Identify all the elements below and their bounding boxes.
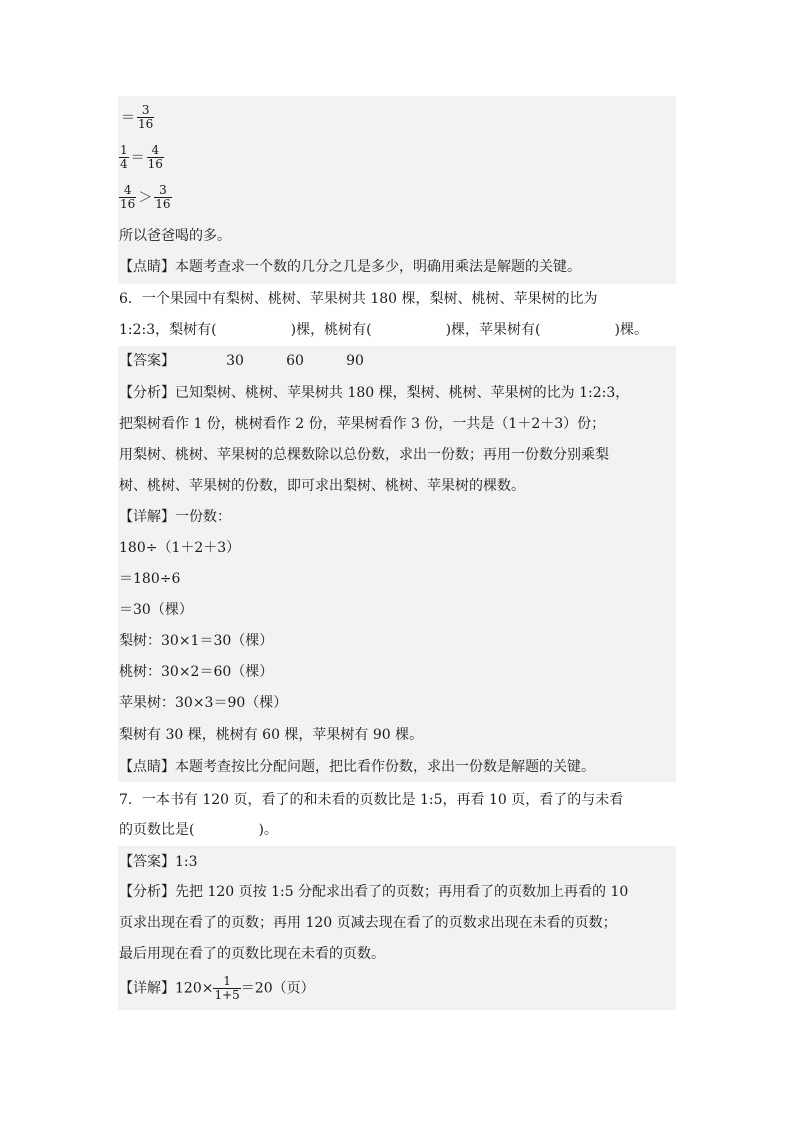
q6-detail-4: ＝30（棵） bbox=[119, 602, 193, 618]
q7-analysis-2: 页求出现在看了的页数；再用 120 页减去现在看了的页数求出现在未看的页数； bbox=[119, 915, 617, 931]
fraction: $\frac{4}{16}$ bbox=[120, 183, 136, 211]
q7-detail: 【详解】120× $\frac{1}{1+5}$ ＝20（页） bbox=[119, 974, 315, 1002]
comment-text: 【点睛】本题考查求一个数的几分之几是多少，明确用乘法是解题的关键。 bbox=[119, 259, 581, 275]
conclusion-text: 所以爸爸喝的多。 bbox=[119, 228, 231, 244]
solution-band-q6 bbox=[118, 346, 676, 782]
q6-analysis-1: 【分析】已知梨树、桃树、苹果树共 180 棵，梨树、桃树、苹果树的比为 1:2:3， bbox=[119, 385, 630, 401]
q6-analysis-4: 树、桃树、苹果树的份数，即可求出梨树、桃树、苹果树的棵数。 bbox=[119, 478, 525, 494]
q6-answer: 【答案】 30 60 90 bbox=[119, 353, 364, 369]
equation-1: ＝ $\frac{3}{16}$ bbox=[121, 103, 154, 131]
q6-detail-5: 梨树：30×1＝30（棵） bbox=[119, 633, 274, 649]
q6-detail-3: ＝180÷6 bbox=[119, 571, 181, 587]
q6-stem-line-2: 1:2:3，梨树有( )棵，桃树有( )棵，苹果树有( )棵。 bbox=[119, 322, 648, 338]
q6-analysis-2: 把梨树看作 1 份，桃树看作 2 份，苹果树看作 3 份，一共是（1＋2＋3）份； bbox=[119, 416, 606, 432]
q6-analysis-3: 用梨树、桃树、苹果树的总棵数除以总份数，求出一份数；再用一份数分别乘梨 bbox=[119, 447, 609, 463]
q7-stem-line-2: 的页数比是( )。 bbox=[119, 822, 278, 838]
q7-analysis-1: 【分析】先把 120 页按 1:5 分配求出看了的页数；再用看了的页数加上再看的 10 bbox=[119, 884, 629, 900]
q6-stem-line-1: 6．一个果园中有梨树、桃树、苹果树共 180 棵，梨树、桃树、苹果树的比为 bbox=[119, 291, 598, 307]
q7-analysis-3: 最后用现在看了的页数比现在未看的页数。 bbox=[119, 946, 385, 962]
q6-detail-7: 苹果树：30×3＝90（棵） bbox=[119, 695, 288, 711]
fraction: $\frac{3}{16}$ bbox=[155, 183, 171, 211]
equation-3: $\frac{4}{16}$ ＞ $\frac{3}{16}$ bbox=[120, 183, 171, 211]
solution-band-top bbox=[118, 96, 676, 284]
fraction: $\frac{1}{4}$ bbox=[120, 143, 128, 171]
q6-comment: 【点睛】本题考查按比分配问题，把比看作份数，求出一份数是解题的关键。 bbox=[119, 759, 595, 775]
fraction: $\frac{4}{16}$ bbox=[147, 143, 163, 171]
fraction: $\frac{1}{1+5}$ bbox=[214, 974, 240, 1002]
q6-detail-1: 【详解】一份数： bbox=[119, 509, 231, 525]
q6-detail-6: 桃树：30×2＝60（棵） bbox=[119, 664, 274, 680]
equation-2: $\frac{1}{4}$ ＝ $\frac{4}{16}$ bbox=[120, 143, 163, 171]
q6-detail-8: 梨树有 30 棵，桃树有 60 棵，苹果树有 90 棵。 bbox=[119, 727, 424, 743]
fraction: $\frac{3}{16}$ bbox=[138, 103, 154, 131]
q7-answer: 【答案】1:3 bbox=[119, 854, 198, 870]
q6-detail-2: 180÷（1＋2＋3） bbox=[119, 540, 241, 556]
q7-stem-line-1: 7．一本书有 120 页，看了的和未看的页数比是 1:5，再看 10 页，看了的与未看 bbox=[119, 792, 624, 808]
